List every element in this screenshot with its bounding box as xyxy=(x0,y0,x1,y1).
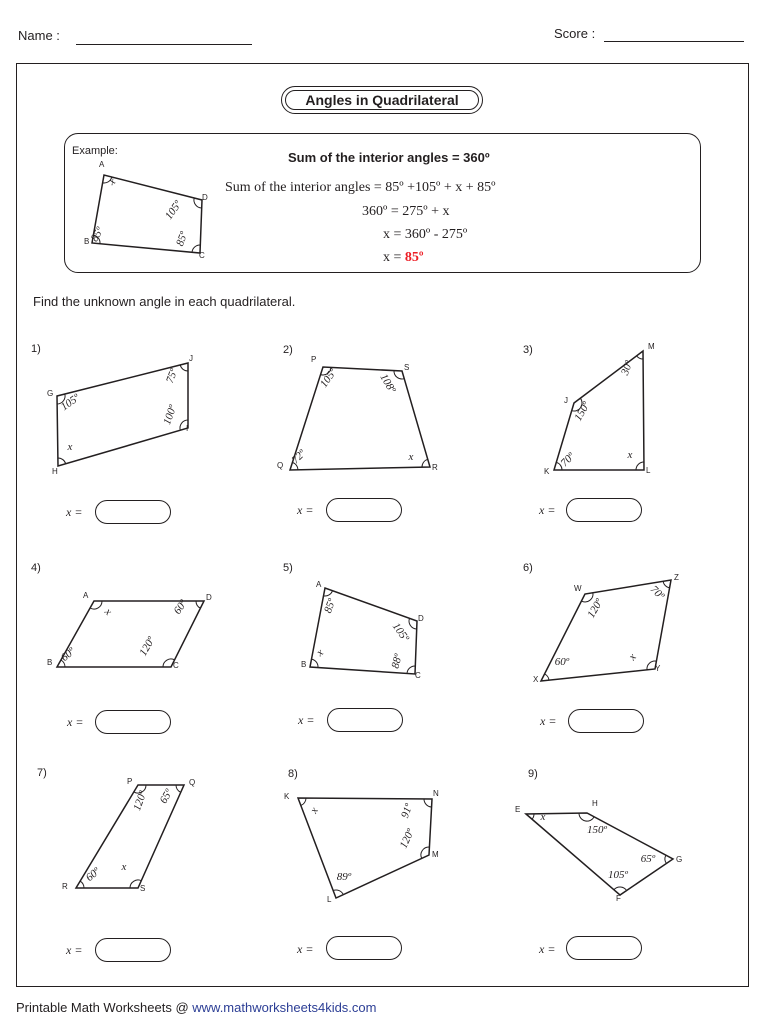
angle-label: 30º xyxy=(619,359,636,377)
angle-arc xyxy=(545,674,549,680)
angle-label: 85º xyxy=(88,225,107,244)
angle-label: 85º xyxy=(322,597,339,615)
angle-arc xyxy=(614,887,627,891)
angle-label: x xyxy=(67,441,73,453)
vertex-label: L xyxy=(646,466,651,475)
vertex-label: F xyxy=(616,894,621,903)
angle-label: 65º xyxy=(640,853,656,865)
angle-label: x xyxy=(626,651,639,663)
vertex-label: A xyxy=(83,591,89,600)
vertex-label: B xyxy=(47,658,53,667)
vertex-label: M xyxy=(648,342,655,351)
angle-label: 75º xyxy=(164,367,181,385)
vertex-label: B xyxy=(301,660,307,669)
vertex-label: D xyxy=(418,614,424,623)
name-label: Name : xyxy=(18,28,60,43)
angle-label: 108º xyxy=(377,371,398,396)
vertex-label: W xyxy=(574,584,582,593)
answer-label: x = xyxy=(67,715,84,729)
answer-label: x = xyxy=(539,942,556,956)
vertex-label: H xyxy=(52,467,58,476)
angle-label: 60º xyxy=(83,865,103,884)
angle-arc xyxy=(180,365,188,371)
example-line-4: x = 360º - 275º xyxy=(383,227,468,242)
vertex-label: S xyxy=(140,884,146,893)
angle-label: 60º xyxy=(554,656,570,668)
angle-label: x xyxy=(102,605,115,618)
angle-label: x xyxy=(121,861,127,873)
vertex-label: K xyxy=(544,467,550,476)
angle-arc xyxy=(422,459,428,467)
vertex-label: Y xyxy=(655,664,661,673)
quadrilateral-4 xyxy=(47,591,212,670)
quadrilateral-8 xyxy=(284,789,439,904)
footer xyxy=(16,1000,376,1015)
angle-label: x xyxy=(408,451,414,463)
angle-label: 105º xyxy=(317,366,340,390)
vertex-label: M xyxy=(432,850,439,859)
vertex-label: D xyxy=(202,193,208,202)
worksheet-title-text: Angles in Quadrilateral xyxy=(305,92,459,108)
quadrilateral-9 xyxy=(515,799,682,903)
angle-label: 85º xyxy=(174,230,191,248)
problem-number: 7) xyxy=(37,767,47,779)
example-line-2: Sum of the interior angles = 85º +105º + x + 85º xyxy=(225,180,496,195)
example-line-3: 360º = 275º + x xyxy=(362,204,450,219)
answer-label: x = xyxy=(540,714,557,728)
quadrilateral-3 xyxy=(544,342,655,476)
angle-arc xyxy=(579,813,594,821)
angle-label: 150º xyxy=(572,399,593,424)
angle-label: 105º xyxy=(58,391,82,414)
footer-text: Printable Math Worksheets @ xyxy=(16,1000,193,1015)
quadrilateral-2 xyxy=(277,355,438,472)
angle-label: 100º xyxy=(161,403,180,427)
vertex-label: A xyxy=(99,160,105,169)
vertex-label: R xyxy=(62,882,68,891)
angle-label: 105º xyxy=(389,620,412,644)
quadrilateral-1 xyxy=(47,354,193,476)
angle-arc xyxy=(176,785,181,792)
vertex-label: I xyxy=(186,424,189,433)
quadrilateral-7 xyxy=(62,777,195,893)
vertex-label: H xyxy=(592,799,598,808)
example-answer-prefix: x = xyxy=(383,250,405,265)
quadrilateral-5 xyxy=(301,580,424,680)
vertex-label: L xyxy=(327,895,332,904)
example-line-1: Sum of the interior angles = 360º xyxy=(288,150,490,165)
vertex-label: G xyxy=(47,389,54,398)
quadrilateral-6 xyxy=(533,573,679,684)
vertex-label: Z xyxy=(674,573,679,582)
angle-label: 120º xyxy=(137,634,158,659)
angle-arc xyxy=(312,659,319,667)
angle-label: x xyxy=(540,811,546,823)
angle-arc xyxy=(665,855,666,863)
vertex-label: Q xyxy=(189,778,196,787)
example-figure xyxy=(84,160,208,260)
vertex-label: K xyxy=(284,792,290,801)
angle-label: 105º xyxy=(608,869,628,881)
vertex-label: J xyxy=(564,396,568,405)
angle-label: 89º xyxy=(336,871,352,883)
answer-label: x = xyxy=(298,713,315,727)
angle-label: x xyxy=(307,805,321,816)
angle-label: 120º xyxy=(397,827,417,851)
angle-label: 120º xyxy=(585,596,606,621)
footer-link[interactable]: www.mathworksheets4kids.com xyxy=(192,1000,377,1015)
vertex-label: E xyxy=(515,805,521,814)
angle-arc xyxy=(663,581,670,588)
vertex-label: D xyxy=(206,593,212,602)
angle-arc xyxy=(532,814,534,819)
angle-label: 65º xyxy=(157,787,176,806)
angle-label: 120º xyxy=(131,789,150,813)
vertex-label: Q xyxy=(277,461,284,470)
vertex-label: N xyxy=(433,789,439,798)
vertex-label: G xyxy=(676,855,683,864)
score-label: Score : xyxy=(554,26,596,41)
angle-label: 70º xyxy=(558,450,578,470)
answer-label: x = xyxy=(297,942,314,956)
example-label: Example: xyxy=(72,145,118,157)
angle-label: x xyxy=(106,175,118,188)
vertex-label: P xyxy=(311,355,317,364)
vertex-label: R xyxy=(432,463,438,472)
vertex-label: C xyxy=(415,671,421,680)
vertex-label: P xyxy=(127,777,133,786)
angle-arc xyxy=(58,458,66,464)
angle-label: 88º xyxy=(389,652,405,670)
angle-label: 60º xyxy=(171,597,190,617)
vertex-label: S xyxy=(404,363,410,372)
example-answer: 85º xyxy=(404,250,424,265)
angle-label: 72º xyxy=(289,447,309,467)
vertex-label: X xyxy=(533,675,539,684)
angle-label: 105º xyxy=(162,198,185,222)
answer-label: x = xyxy=(539,503,556,517)
problem-number: 4) xyxy=(31,562,41,574)
angle-arc xyxy=(301,798,306,805)
problem-number: 6) xyxy=(523,562,533,574)
answer-label: x = xyxy=(297,503,314,517)
vertex-label: J xyxy=(189,354,193,363)
angle-arc xyxy=(636,462,644,470)
problem-number: 5) xyxy=(283,562,293,574)
vertex-label: C xyxy=(173,661,179,670)
problem-number: 9) xyxy=(528,768,538,780)
angle-label: x xyxy=(627,449,633,461)
angle-label: x xyxy=(314,646,326,659)
angle-label: 150º xyxy=(587,824,607,836)
instruction-text: Find the unknown angle in each quadrilateral. xyxy=(33,294,296,309)
angle-label: 70º xyxy=(647,583,667,603)
vertex-label: C xyxy=(199,251,205,260)
problem-number: 8) xyxy=(288,768,298,780)
answer-label: x = xyxy=(66,505,83,519)
answer-label: x = xyxy=(66,943,83,957)
angle-label: 60º xyxy=(58,645,78,664)
problem-number: 2) xyxy=(283,344,293,356)
angle-arc xyxy=(637,356,644,359)
angle-label: 91º xyxy=(399,802,416,820)
vertex-label: A xyxy=(316,580,322,589)
problem-number: 1) xyxy=(31,343,41,355)
problem-number: 3) xyxy=(523,344,533,356)
angle-arc xyxy=(424,799,432,807)
angle-arc xyxy=(80,881,84,888)
vertex-label: B xyxy=(84,237,90,246)
angle-arc xyxy=(196,601,200,608)
